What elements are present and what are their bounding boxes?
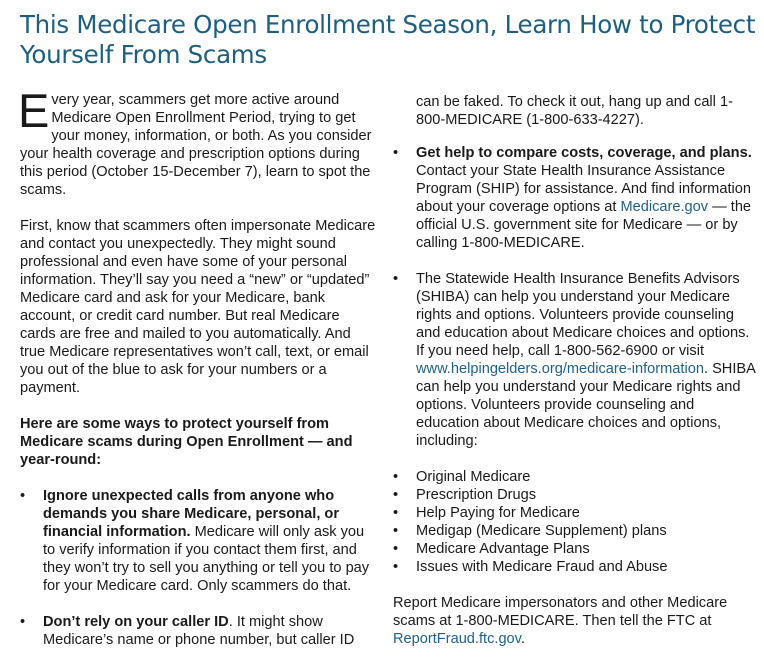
list-item: • Issues with Medicare Fraud and Abuse xyxy=(393,559,668,575)
report-paragraph: Report Medicare impersonators and other Medicare scams at 1-800-MEDICARE. Then tell the FTC at ReportFraud.ftc.gov. xyxy=(393,595,728,647)
reportfraud-link[interactable]: ReportFraud.ftc.gov xyxy=(393,631,521,647)
bullet-caller-id: • Don’t rely on your caller ID. It might show Medicare’s name or phone number, but caller ID xyxy=(20,614,355,648)
page-title: This Medicare Open Enrollment Season, Learn How to Protect Yourself From Scams xyxy=(20,10,756,69)
drop-cap: E xyxy=(18,84,50,137)
list-item: • Prescription Drugs xyxy=(393,487,537,503)
bullet-ignore-calls: • Ignore unexpected calls from anyone who demands you share Medicare, personal, or financial information. Medicare will only ask you to verify information if you contact them first, and they won’t try to sell you anything or tell you to pay for your Medicare card. Only scammers do that. xyxy=(20,488,370,594)
list-item: • Medicare Advantage Plans xyxy=(393,541,590,557)
bullet-icon: • xyxy=(393,145,399,161)
bullet-shiba: • The Statewide Health Insurance Benefits Advisors (SHIBA) can help you understand your Medicare rights and options. Volunteers provide counseling and education about Medicare choices and options. If you need help, call 1-800-562-6900 or visit www.helpingelders.org/medicare-information. SHIBA can help you understand your Medicare rights and options. Volunteers provide counseling and education about Medicare choices and options, including: xyxy=(393,271,756,449)
impersonation-paragraph: First, know that scammers often impersonate Medicare and contact you unexpectedly. They might sound professional and even have some of your personal information. They’ll say you need a “new” or “updated” Medicare card and ask for your Medicare, bank account, or credit card number. But real Medicare cards are free and mailed to you automatically. And true Medicare representatives won’t call, text, or email you out of the blue to ask for your numbers or a payment. xyxy=(20,218,376,396)
bullet-icon: • xyxy=(20,614,26,630)
ways-heading: Here are some ways to protect yourself from Medicare scams during Open Enrollment — and year-round: xyxy=(20,416,353,468)
left-column xyxy=(18,84,378,667)
helpingelders-link[interactable]: www.helpingelders.org/medicare-information xyxy=(416,361,704,377)
list-item: • Original Medicare xyxy=(393,469,531,485)
right-column xyxy=(393,93,761,666)
medicare-gov-link[interactable]: Medicare.gov xyxy=(620,199,709,215)
options-list xyxy=(393,468,761,576)
bullet-icon: • xyxy=(393,271,399,287)
bullet-compare-costs: • Get help to compare costs, coverage, and plans. Contact your State Health Insurance Assistance Program (SHIP) for assistance. And find information about your coverage options at Medicare.gov — the official U.S. government site for Medicare — or by calling 1-800-MEDICARE. xyxy=(393,145,752,251)
list-item: • Help Paying for Medicare xyxy=(393,505,580,521)
caller-id-continued: can be faked. To check it out, hang up and call 1-800-MEDICARE (1-800-633-4227). xyxy=(416,94,733,128)
intro-paragraph: Every year, scammers get more active around Medicare Open Enrollment Period, trying to get your money, information, or both. As you consider your health coverage and prescription options during this period (October 15-December 7), learn to spot the scams. xyxy=(18,84,372,198)
list-item: • Medigap (Medicare Supplement) plans xyxy=(393,523,667,539)
bullet-icon: • xyxy=(20,488,26,504)
